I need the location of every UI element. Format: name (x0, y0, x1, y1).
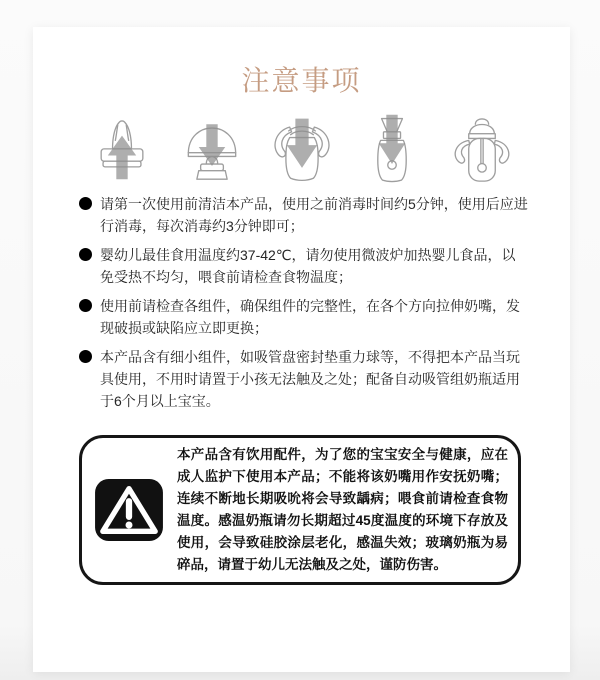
straw-assembly-illustration (354, 111, 430, 183)
precaution-text: 请第一次使用前清洁本产品，使用之前消毒时间约5分钟，使用后应进行消毒，每次消毒约3分钟即可； (100, 196, 528, 234)
bullet-icon (79, 350, 92, 363)
assembly-illustrations (33, 111, 570, 183)
precaution-item (79, 295, 529, 339)
precaution-item (79, 244, 529, 288)
precaution-list (79, 193, 529, 419)
warning-box (79, 435, 521, 585)
precaution-text: 使用前请检查各组件，确保组件的完整性，在各个方向拉伸奶嘴，发现破损或缺陷应立即更换； (100, 298, 520, 336)
precaution-text: 本产品含有细小组件，如吸管盘密封垫重力球等，不得把本产品当玩具使用，不用时请置于小孩无法触及之处；配备自动吸管组奶瓶适用于6个月以上宝宝。 (100, 349, 520, 409)
nipple-ring-assembly-illustration (84, 111, 160, 183)
bullet-icon (79, 299, 92, 312)
precaution-item (79, 346, 529, 412)
handle-ring-placement-illustration (264, 111, 340, 183)
precaution-item (79, 193, 529, 237)
precaution-text: 婴幼儿最佳食用温度约37-42℃，请勿使用微波炉加热婴儿食品，以免受热不均匀，喂食前请检查食物温度； (100, 247, 516, 285)
page-title: 注意事项 (241, 65, 362, 96)
assembled-bottle-illustration (444, 111, 520, 183)
bullet-icon (79, 197, 92, 210)
warning-triangle-icon (94, 478, 164, 542)
warning-text: 本产品含有饮用配件，为了您的宝宝安全与健康，应在成人监护下使用本产品；不能将该奶嘴用作安抚奶嘴；连续不断地长期吸吮将会导致龋病；喂食前请检查食物温度。感温奶瓶请勿长期超过45度温度的环境下存放及使用，会导致硅胶涂层老化，感温失效；玻璃奶瓶为易碎品，请置于幼儿无法触及之处，谨防伤害。 (177, 447, 508, 572)
notice-card (33, 27, 570, 672)
bullet-icon (79, 248, 92, 261)
cap-placement-illustration (174, 111, 250, 183)
